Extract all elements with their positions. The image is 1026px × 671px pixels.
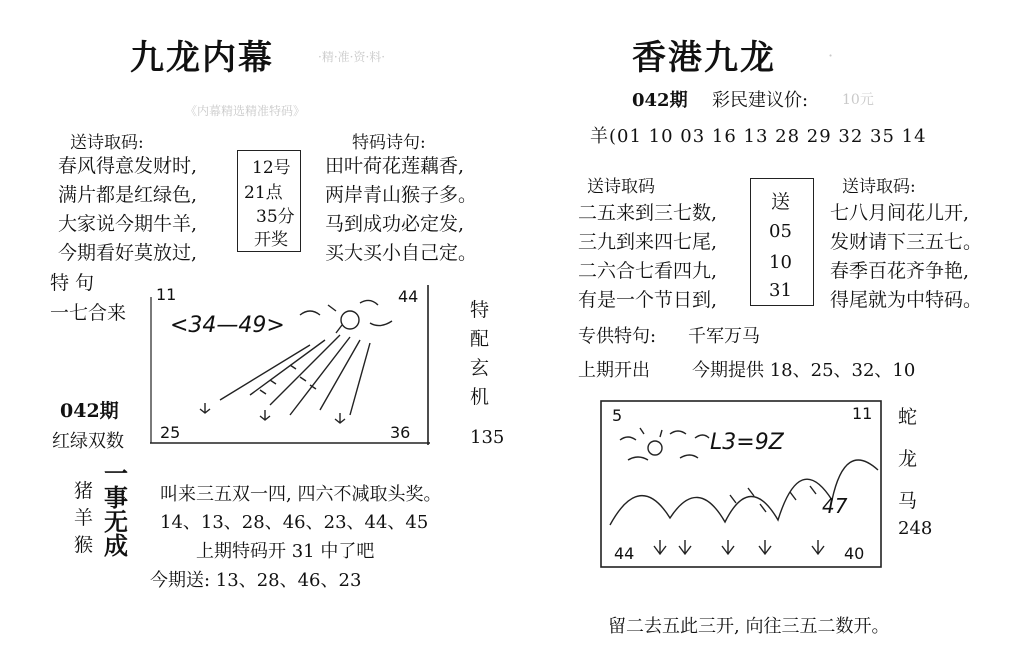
side-char: 机 — [470, 386, 490, 408]
big-char: 一 — [104, 459, 128, 488]
big-char: 无 — [104, 507, 128, 536]
poem-line: 买大买小自己定。 — [325, 242, 478, 264]
left-quote-faint: 《内幕精选精准特码》 — [185, 104, 306, 118]
side-char: 蛇 — [898, 406, 918, 428]
box-line: 12号 — [252, 158, 291, 178]
zodiac: 猪 — [74, 480, 94, 502]
right-last-open-label: 上期开出 — [578, 360, 650, 381]
zodiac: 羊 — [74, 507, 94, 529]
right-special-phrase: 千军万马 — [688, 326, 760, 347]
right-send-poem-label-right: 送诗取码: — [842, 177, 916, 197]
left-issue: 042期 — [60, 400, 119, 422]
poem-line: 今期看好莫放过, — [58, 242, 198, 264]
left-picture-corner-br: 36 — [390, 423, 411, 442]
big-char: 事 — [104, 483, 128, 512]
left-special-phrase: 一七合来 — [50, 302, 127, 324]
poem-line: 七八月间花儿开, — [830, 202, 970, 224]
right-picture-num: 47 — [822, 494, 848, 518]
box-line: 05 — [769, 221, 792, 242]
big-char: 成 — [104, 531, 128, 560]
right-provide: 今期提供 18、25、32、10 — [692, 360, 916, 381]
left-special-phrase-label: 特 句 — [50, 272, 95, 294]
right-footer: 留二去五此三开, 向往三五二数开。 — [608, 616, 890, 637]
right-poem-left — [578, 199, 717, 315]
right-side-number: 248 — [898, 518, 933, 539]
side-char: 配 — [470, 328, 490, 350]
right-send-poem-label-left: 送诗取码 — [587, 177, 655, 197]
right-picture-text: L3=9Z — [710, 430, 784, 455]
poem-line: 二六合七看四九, — [578, 260, 718, 282]
left-poem-left — [58, 152, 197, 268]
right-numbers-line: 羊(01 10 03 16 13 28 29 32 35 14 — [590, 126, 927, 147]
right-picture-corner-tl: 5 — [612, 406, 623, 425]
poem-line: 春季百花齐争艳, — [830, 260, 970, 282]
side-char: 马 — [898, 490, 918, 512]
left-line4: 今期送: 13、28、46、23 — [150, 570, 362, 591]
left-special-poem-label: 特码诗句: — [352, 133, 426, 153]
poem-line: 二五来到三七数, — [578, 202, 718, 224]
side-char: 特 — [470, 299, 490, 321]
poem-line: 满片都是红绿色, — [58, 184, 198, 206]
poem-line: 发财请下三五七。 — [830, 231, 983, 253]
poem-line: 得尾就为中特码。 — [830, 289, 983, 311]
poem-line: 有是一个节日到, — [578, 289, 718, 311]
box-line: 开奖 — [254, 230, 288, 250]
zodiac: 猴 — [74, 534, 94, 556]
poem-line: 春风得意发财时, — [58, 155, 198, 177]
box-line: 35分 — [256, 207, 295, 227]
box-line: 送 — [771, 191, 791, 213]
box-line: 21点 — [244, 183, 283, 203]
right-price-faint: 10元 — [842, 92, 874, 108]
poem-line: 两岸青山猴子多。 — [325, 184, 478, 206]
poem-line: 三九到来四七尾, — [578, 231, 718, 253]
right-picture-corner-bl: 44 — [614, 544, 635, 563]
left-picture-corner-bl: 25 — [160, 423, 181, 442]
side-char: 玄 — [470, 357, 490, 379]
left-send-poem-label: 送诗取码: — [70, 133, 144, 153]
poem-line: 田叶荷花莲藕香, — [325, 155, 465, 177]
left-big-phrase — [104, 459, 128, 560]
right-picture — [600, 400, 882, 568]
poem-line: 大家说今期牛羊, — [58, 213, 198, 235]
right-title-trail: · — [828, 46, 834, 65]
poem-line: 马到成功必定发, — [325, 213, 465, 235]
right-picture-corner-br: 40 — [844, 544, 865, 563]
left-picture-text: <34—49> — [170, 313, 285, 338]
left-picture-drawing — [150, 285, 430, 445]
left-line3: 上期特码开 31 中了吧 — [196, 541, 375, 562]
right-price-label: 彩民建议价: — [712, 90, 809, 111]
left-zodiacs — [74, 478, 93, 559]
right-side-vertical — [898, 396, 917, 522]
left-side-number: 135 — [470, 427, 505, 448]
left-poem-right — [325, 152, 477, 268]
left-center-box — [237, 150, 301, 252]
side-char: 龙 — [898, 448, 918, 470]
left-issue-note: 红绿双数 — [52, 431, 124, 452]
right-title: 香港九龙 — [632, 38, 776, 78]
right-issue: 042期 — [632, 90, 688, 111]
left-title: 九龙内幕 — [130, 38, 274, 78]
box-line: 10 — [769, 252, 792, 273]
box-line: 31 — [769, 280, 792, 301]
right-picture-corner-tr: 11 — [852, 404, 873, 423]
left-subtitle-faint: ·精·准·资·料· — [318, 50, 386, 64]
left-picture-corner-tl: 11 — [156, 285, 177, 304]
right-poem-right — [830, 199, 982, 315]
left-picture — [150, 285, 430, 445]
left-line1: 叫来三五双一四, 四六不减取头奖。 — [160, 484, 442, 505]
right-picture-drawing — [600, 400, 882, 568]
right-center-box — [750, 178, 814, 306]
left-side-vertical — [470, 296, 489, 412]
left-picture-corner-tr: 44 — [398, 287, 419, 306]
right-special-label: 专供特句: — [578, 326, 657, 347]
left-line2: 14、13、28、46、23、44、45 — [160, 512, 429, 533]
